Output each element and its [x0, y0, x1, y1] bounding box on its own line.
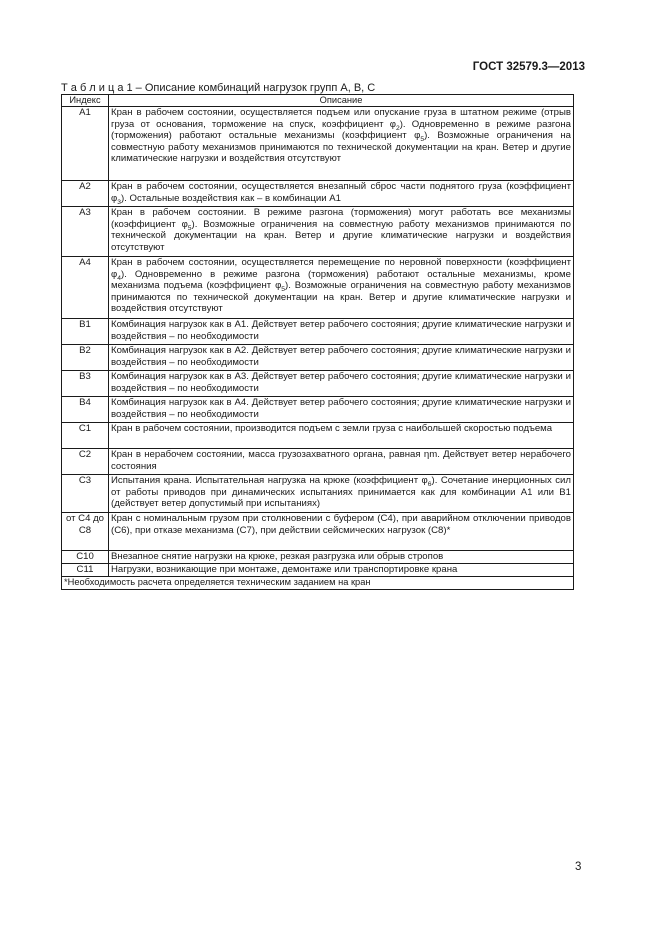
table-row: [62, 513, 574, 551]
row-description: Нагрузки, возникающие при монтаже, демонтаже или транспортировке крана: [109, 564, 574, 577]
page-number: 3: [575, 861, 582, 873]
table-row: [62, 551, 574, 564]
table-row: [62, 423, 574, 449]
row-index: А3: [62, 207, 109, 257]
column-header-index: Индекс: [62, 95, 109, 107]
row-description: Кран в рабочем состоянии, осуществляется подъем или опускание груза в штатном режиме (отрыв груза от основания, торможение на спуск, коэффициент $\varphi_2$). Одновременно в режиме разгона (торможения) работают остальные механизмы (коэффициент $\varphi_5$). Возможные ограничения на совместную работу механизмов принимаются по технической документации на кран. Ветер и другие климатические нагрузки и воздействия отсутствуют: [109, 107, 574, 181]
table-row: [62, 181, 574, 207]
table-row: [62, 319, 574, 345]
row-description: Испытания крана. Испытательная нагрузка на крюке (коэффициент $\varphi_6$). Сочетание инерционных сил от работы приводов при динамических испытаниях принимается как для комбинации А1 или В1 (действует ветер допустимый при испытаниях): [109, 475, 574, 513]
table-row: [62, 257, 574, 319]
row-index: В4: [62, 397, 109, 423]
table-caption: Т а б л и ц а 1 – Описание комбинаций нагрузок групп А, В, С: [61, 82, 376, 94]
row-description: Комбинация нагрузок как в А2. Действует ветер рабочего состояния; другие климатические нагрузки и воздействия – по необходимости: [109, 345, 574, 371]
table-row: [62, 345, 574, 371]
row-description: Кран в рабочем состоянии, осуществляется внезапный сброс части поднятого груза (коэффициент $\varphi_3$). Остальные воздействия как – в комбинации А1: [109, 181, 574, 207]
row-description: Внезапное снятие нагрузки на крюке, резкая разгрузка или обрыв стропов: [109, 551, 574, 564]
row-description: Кран с номинальным грузом при столкновении с буфером (С4), при аварийном отключении приводов (С6), при отказе механизма (С7), при действии сейсмических нагрузок (С8)*: [109, 513, 574, 551]
row-index: В2: [62, 345, 109, 371]
row-index: В1: [62, 319, 109, 345]
row-index: С10: [62, 551, 109, 564]
row-description: Кран в рабочем состоянии. В режиме разгона (торможения) могут работать все механизмы (коэффициент $\varphi_5$). Возможные ограничения на совместную работу механизмов принимаются по технической документации на кран. Ветер и другие климатические нагрузки и воздействия отсутствуют: [109, 207, 574, 257]
load-combinations-table: [61, 94, 574, 590]
table-row: [62, 371, 574, 397]
row-description: Кран в рабочем состоянии, производится подъем с земли груза с наибольшей скоростью подъема: [109, 423, 574, 449]
table-row: [62, 207, 574, 257]
row-index: А4: [62, 257, 109, 319]
row-description: Кран в рабочем состоянии, осуществляется перемещение по неровной поверхности (коэффициент $\varphi_4$). Одновременно в режиме разгона (торможения) работают остальные механизмы, кроме механизма подъема (коэффициент $\varphi_5$). Возможные ограничения на совместную работу механизмов принимаются по технической документации на кран. Ветер и другие климатические нагрузки и воздействия отсутствуют: [109, 257, 574, 319]
table-header-row: [62, 95, 574, 107]
row-index: С2: [62, 449, 109, 475]
table-row: [62, 449, 574, 475]
table-footnote: *Необходимость расчета определяется техническим заданием на кран: [62, 577, 574, 590]
row-index: С1: [62, 423, 109, 449]
table-row: [62, 107, 574, 181]
row-index: А1: [62, 107, 109, 181]
column-header-description: Описание: [109, 95, 574, 107]
table-row: [62, 564, 574, 577]
row-index: В3: [62, 371, 109, 397]
row-index: С11: [62, 564, 109, 577]
table-row: [62, 397, 574, 423]
row-index: С3: [62, 475, 109, 513]
row-index: от С4 до С8: [62, 513, 109, 551]
row-description: Комбинация нагрузок как в А1. Действует ветер рабочего состояния; другие климатические нагрузки и воздействия – по необходимости: [109, 319, 574, 345]
row-description: Комбинация нагрузок как в А3. Действует ветер рабочего состояния; другие климатические нагрузки и воздействия – по необходимости: [109, 371, 574, 397]
table-footnote-row: [62, 577, 574, 590]
row-description: Комбинация нагрузок как в А4. Действует ветер рабочего состояния; другие климатические нагрузки и воздействия – по необходимости: [109, 397, 574, 423]
row-index: А2: [62, 181, 109, 207]
table-row: [62, 475, 574, 513]
document-code: ГОСТ 32579.3—2013: [472, 61, 585, 73]
row-description: Кран в нерабочем состоянии, масса грузозахватного органа, равная ηm. Действует ветер нерабочего состояния: [109, 449, 574, 475]
